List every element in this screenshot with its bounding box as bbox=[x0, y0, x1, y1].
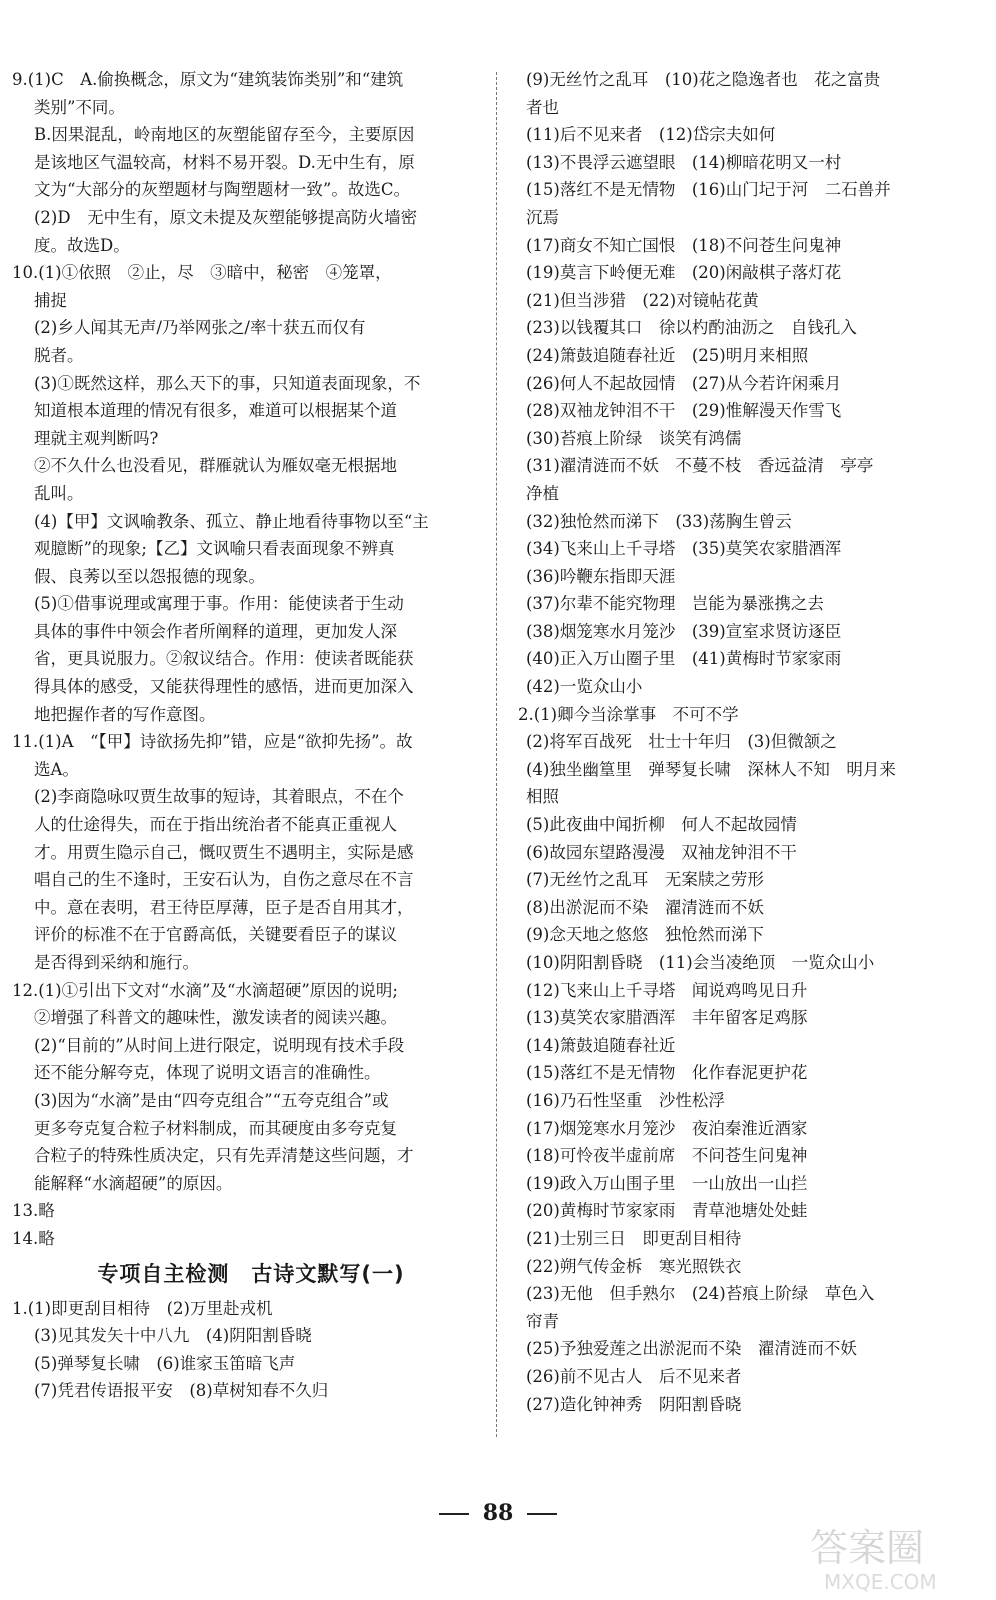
answer-line: 14.略 bbox=[12, 1228, 55, 1248]
answer-line: (15)落红不是无情物 化作春泥更护花 bbox=[526, 1063, 808, 1083]
answer-line: 帘青 bbox=[526, 1311, 559, 1331]
answer-line: (23)以钱覆其口 徐以杓酌油沥之 自钱孔入 bbox=[526, 318, 857, 338]
answer-line: (14)箫鼓追随春社近 bbox=[526, 1035, 676, 1055]
answer-line: 合粒子的特殊性质决定，只有先弄清楚这些问题，才 bbox=[34, 1146, 414, 1166]
left-bottom-lines bbox=[12, 1295, 490, 1405]
answer-line: (17)烟笼寒水月笼沙 夜泊秦淮近酒家 bbox=[526, 1118, 808, 1138]
answer-line: (8)出淤泥而不染 濯清涟而不妖 bbox=[526, 897, 764, 917]
answer-line: (5)①借事说理或寓理于事。作用：能使读者于生动 bbox=[34, 594, 404, 614]
answer-line: 捕捉 bbox=[34, 290, 67, 310]
answer-line: (34)飞来山上千寻塔 (35)莫笑农家腊酒浑 bbox=[526, 539, 842, 559]
answer-line: 2.(1)卿今当涂掌事 不可不学 bbox=[518, 704, 739, 724]
answer-line: (9)无丝竹之乱耳 (10)花之隐逸者也 花之富贵 bbox=[526, 70, 881, 89]
answer-line: (7)无丝竹之乱耳 无案牍之劳形 bbox=[526, 870, 764, 890]
answer-line: (25)予独爱莲之出淤泥而不染 濯清涟而不妖 bbox=[526, 1339, 857, 1359]
watermark-logo-svg bbox=[806, 1517, 982, 1595]
answer-line: (9)念天地之悠悠 独怆然而涕下 bbox=[526, 925, 764, 945]
section-heading: 专项自主检测 古诗文默写(一) bbox=[97, 1261, 405, 1286]
answer-line: 13.略 bbox=[12, 1201, 55, 1221]
footer-dash-right bbox=[527, 1513, 557, 1515]
answer-line: 选A。 bbox=[34, 759, 79, 779]
answer-line: (18)可怜夜半虚前席 不问苍生问鬼神 bbox=[526, 1146, 808, 1166]
answer-line: 得具体的感受，又能获得理性的感悟，进而更加深入 bbox=[34, 677, 414, 697]
answer-line: 评价的标准不在于官爵高低，关键要看臣子的谋议 bbox=[34, 925, 397, 945]
answer-line: (24)箫鼓追随春社近 (25)明月来相照 bbox=[526, 345, 809, 365]
footer-dash-left bbox=[439, 1513, 469, 1515]
answer-line: (26)前不见古人 后不见来者 bbox=[526, 1366, 742, 1386]
answer-line: 度。故选D。 bbox=[34, 235, 130, 255]
answer-line: (3)因为“水滴”是由“四夸克组合”“五夸克组合”或 bbox=[34, 1090, 389, 1110]
answer-line: 10.(1)①依照 ②止，尽 ③暗中，秘密 ④笼罩， bbox=[12, 263, 392, 283]
answer-line: (40)正入万山圈子里 (41)黄梅时节家家雨 bbox=[526, 649, 842, 669]
answer-line: (7)凭君传语报平安 (8)草树知春不久归 bbox=[34, 1381, 329, 1401]
watermark-text: 答案圈 bbox=[810, 1526, 925, 1570]
answer-line: (5)此夜曲中闻折柳 何人不起故园情 bbox=[526, 815, 797, 835]
answer-line: (21)但当涉猎 (22)对镜帖花黄 bbox=[526, 290, 759, 310]
answer-line: (37)尔辈不能究物理 岂能为暴涨携之去 bbox=[526, 594, 824, 614]
answer-line: (2)李商隐咏叹贾生故事的短诗，其着眼点，不在个 bbox=[34, 787, 404, 807]
answer-line: 11.(1)A “【甲】诗欲扬先抑”错，应是“欲抑先扬”。故 bbox=[12, 732, 413, 752]
answer-line: 12.(1)①引出下文对“水滴”及“水滴超硬”原因的说明; bbox=[12, 980, 398, 1000]
answer-line: (27)造化钟神秀 阴阳割昏晓 bbox=[526, 1394, 742, 1414]
answer-line: (13)不畏浮云遮望眼 (14)柳暗花明又一村 bbox=[526, 152, 842, 172]
watermark-subtext: MXQE.COM bbox=[824, 1570, 937, 1594]
answer-line: 具体的事件中领会作者所阐释的道理，更加发人深 bbox=[34, 621, 397, 641]
answer-line: (38)烟笼寒水月笼沙 (39)宣室求贤访逐臣 bbox=[526, 621, 842, 641]
answer-line: 是该地区气温较高，材料不易开裂。D.无中生有，原 bbox=[34, 152, 415, 172]
answer-line: (23)无他 但手熟尔 (24)苔痕上阶绿 草色入 bbox=[526, 1284, 875, 1304]
left-column bbox=[12, 66, 490, 1405]
answer-line: 是否得到采纳和施行。 bbox=[34, 953, 199, 972]
answer-line: (3)①既然这样，那么天下的事，只知道表面现象，不 bbox=[34, 373, 421, 393]
answer-line: (17)商女不知亡国恨 (18)不问苍生问鬼神 bbox=[526, 235, 842, 255]
answer-line: (13)莫笑农家腊酒浑 丰年留客足鸡豚 bbox=[526, 1008, 808, 1028]
answer-line: (31)濯清涟而不妖 不蔓不枝 香远益清 亭亭 bbox=[526, 456, 874, 476]
answer-line: (16)乃石性坚重 沙性松浮 bbox=[526, 1090, 725, 1110]
answer-line: (26)何人不起故园情 (27)从今若许闲乘月 bbox=[526, 373, 842, 393]
watermark-logo-icon bbox=[806, 1517, 982, 1595]
answer-line: (30)苔痕上阶绿 谈笑有鸿儒 bbox=[526, 428, 742, 448]
page-number: 88 bbox=[482, 1500, 514, 1526]
answer-line: 还不能分解夸克，体现了说明文语言的准确性。 bbox=[34, 1063, 381, 1083]
answer-line: ②不久什么也没看见，群雁就认为雁奴毫无根据地 bbox=[34, 456, 397, 476]
answer-line: (32)独怆然而涕下 (33)荡胸生曾云 bbox=[526, 511, 792, 531]
answer-line: (4)独坐幽篁里 弹琴复长啸 深林人不知 明月来 bbox=[526, 759, 896, 779]
answer-line: 沉焉 bbox=[526, 207, 559, 227]
answer-line: (2)乡人闻其无声/乃举网张之/率十获五而仅有 bbox=[34, 318, 366, 338]
answer-line: 知道根本道理的情况有很多，难道可以根据某个道 bbox=[34, 401, 397, 421]
answer-line: (6)故园东望路漫漫 双袖龙钟泪不干 bbox=[526, 842, 797, 862]
answer-line: (28)双袖龙钟泪不干 (29)惟解漫天作雪飞 bbox=[526, 401, 842, 421]
answer-line: 乱叫。 bbox=[34, 483, 84, 503]
answer-line: 省，更具说服力。②叙议结合。作用：使读者既能获 bbox=[34, 649, 414, 669]
right-column bbox=[518, 66, 984, 1418]
answer-line: (19)莫言下岭便无难 (20)闲敲棋子落灯花 bbox=[526, 263, 842, 283]
answer-line: 1.(1)即更刮目相待 (2)万里赴戎机 bbox=[12, 1298, 273, 1318]
answer-line: 类别”不同。 bbox=[34, 97, 125, 117]
answer-line: 文为“大部分的灰塑题材与陶塑题材一致”。故选C。 bbox=[34, 180, 410, 200]
answer-line: 地把握作者的写作意图。 bbox=[34, 704, 216, 724]
answer-line: 9.(1)C A.偷换概念，原文为“建筑装饰类别”和“建筑 bbox=[12, 70, 404, 89]
answer-line: 者也 bbox=[526, 97, 559, 117]
answer-line: (36)吟鞭东指即天涯 bbox=[526, 566, 676, 586]
answer-line: (2)D 无中生有，原文未提及灰塑能够提高防火墙密 bbox=[34, 207, 418, 227]
answer-line: ②增强了科普文的趣味性，激发读者的阅读兴趣。 bbox=[34, 1008, 397, 1028]
answer-line: 唱自己的生不逢时，王安石认为，自伤之意尽在不言 bbox=[34, 870, 414, 890]
left-answer-lines bbox=[12, 66, 490, 1253]
answer-line: (19)政入万山围子里 一山放出一山拦 bbox=[526, 1173, 808, 1193]
answer-line: 理就主观判断吗? bbox=[34, 428, 159, 448]
answer-line: 人的仕途得失，而在于指出统治者不能真正重视人 bbox=[34, 815, 397, 835]
answer-line: 中。意在表明，君王待臣厚薄，臣子是否自用其才， bbox=[34, 897, 414, 917]
answer-line: 观臆断”的现象;【乙】文讽喻只看表面现象不辨真 bbox=[34, 539, 395, 559]
answer-line: (4)【甲】文讽喻教条、孤立、静止地看待事物以至“主 bbox=[34, 511, 429, 531]
column-divider bbox=[496, 72, 497, 1437]
answer-line: (2)将军百战死 壮士十年归 (3)但微颔之 bbox=[526, 732, 837, 752]
answer-line: (3)见其发矢十中八九 (4)阴阳割昏晓 bbox=[34, 1326, 312, 1346]
answer-line: (2)“目前的”从时间上进行限定，说明现有技术手段 bbox=[34, 1035, 405, 1055]
right-answer-lines bbox=[518, 66, 984, 1418]
answer-line: 相照 bbox=[526, 787, 559, 807]
answer-line: (21)士别三日 即更刮目相待 bbox=[526, 1228, 742, 1248]
answer-line: 才。用贾生隐示自己，慨叹贾生不遇明主，实际是感 bbox=[34, 842, 414, 862]
answer-line: 能解释“水滴超硬”的原因。 bbox=[34, 1173, 233, 1193]
answer-line: (15)落红不是无情物 (16)山门圮于河 二石兽并 bbox=[526, 180, 891, 200]
answer-line: 假、良莠以至以怨报德的现象。 bbox=[34, 566, 265, 586]
answer-line: B.因果混乱，岭南地区的灰塑能留存至今，主要原因 bbox=[34, 125, 415, 145]
answer-line: (5)弹琴复长啸 (6)谁家玉笛暗飞声 bbox=[34, 1353, 296, 1373]
answer-line: (11)后不见来者 (12)岱宗夫如何 bbox=[526, 125, 776, 145]
answer-line: (22)朔气传金柝 寒光照铁衣 bbox=[526, 1256, 742, 1276]
answer-line: 脱者。 bbox=[34, 345, 84, 365]
answer-line: (10)阴阳割昏晓 (11)会当凌绝顶 一览众山小 bbox=[526, 953, 875, 972]
answer-line: (12)飞来山上千寻塔 闻说鸡鸣见日升 bbox=[526, 980, 808, 1000]
answer-line: 净植 bbox=[526, 483, 559, 503]
answer-line: 更多夸克复合粒子材料制成，而其硬度由多夸克复 bbox=[34, 1118, 397, 1138]
answer-line: (20)黄梅时节家家雨 青草池塘处处蛙 bbox=[526, 1201, 808, 1221]
answer-line: (42)一览众山小 bbox=[526, 677, 643, 697]
